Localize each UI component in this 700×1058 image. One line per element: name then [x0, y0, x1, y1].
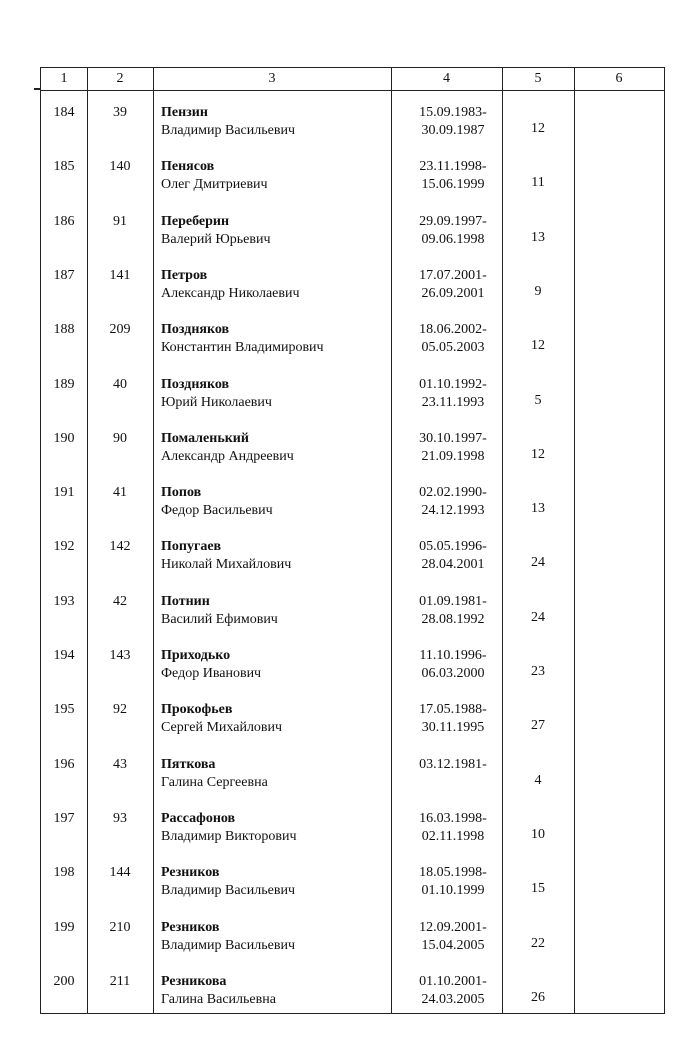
header-col-4: 4: [443, 71, 450, 86]
person-name: [161, 213, 391, 249]
given-names: Александр Николаевич: [161, 286, 300, 301]
row-number: 211: [109, 974, 131, 989]
surname: Попугаев: [161, 539, 222, 554]
row-number: 209: [109, 322, 131, 337]
service-period: [394, 376, 512, 412]
surname: Потнин: [161, 594, 210, 609]
date-from: 23.11.1998-: [419, 159, 487, 174]
date-to: 21.09.1998: [421, 449, 485, 464]
person-name: [161, 321, 391, 357]
years-value: 10: [531, 827, 545, 842]
years-value: 4: [534, 773, 542, 788]
date-from: 01.10.2001-: [419, 974, 487, 989]
date-to: 06.03.2000: [421, 666, 485, 681]
person-name: [161, 267, 391, 303]
date-to: 26.09.2001: [421, 286, 485, 301]
service-period: [394, 321, 512, 357]
service-period: [394, 484, 512, 520]
date-to: 30.09.1987: [421, 123, 485, 138]
date-to: 30.11.1995: [421, 720, 485, 735]
date-from: 16.03.1998-: [419, 811, 487, 826]
row-index: 197: [53, 811, 75, 826]
given-names: Александр Андреевич: [161, 449, 294, 464]
person-name: [161, 104, 391, 140]
row-number: 91: [113, 214, 127, 229]
years-value: 12: [531, 447, 545, 462]
date-from: 17.07.2001-: [419, 268, 487, 283]
date-from: 18.05.1998-: [419, 865, 487, 880]
person-name: [161, 430, 391, 466]
person-name: [161, 484, 391, 520]
date-to: 15.06.1999: [421, 177, 485, 192]
surname: Резников: [161, 920, 220, 935]
date-from: 17.05.1988-: [419, 702, 487, 717]
date-to: 28.04.2001: [421, 557, 485, 572]
surname: Резников: [161, 865, 220, 880]
service-period: [394, 538, 512, 574]
years-value: 13: [531, 501, 545, 516]
given-names: Сергей Михайлович: [161, 720, 283, 735]
years-value: 27: [531, 718, 545, 733]
col-divider: [153, 68, 154, 1013]
date-to: 24.03.2005: [421, 992, 485, 1007]
years-value: 12: [531, 121, 545, 136]
row-number: 39: [113, 105, 127, 120]
service-period: [394, 104, 512, 140]
date-to: 15.04.2005: [421, 938, 485, 953]
years-value: 5: [534, 393, 542, 408]
date-to: 28.08.1992: [421, 612, 485, 627]
given-names: Николай Михайлович: [161, 557, 292, 572]
row-index: 190: [53, 431, 75, 446]
person-name: [161, 538, 391, 574]
person-name: [161, 756, 391, 792]
given-names: Галина Васильевна: [161, 992, 276, 1007]
given-names: Владимир Викторович: [161, 829, 297, 844]
row-index: 185: [53, 159, 75, 174]
surname: Поздняков: [161, 322, 230, 337]
surname: Рассафонов: [161, 811, 236, 826]
surname: Попов: [161, 485, 202, 500]
person-name: [161, 376, 391, 412]
row-number: 90: [113, 431, 127, 446]
row-index: 186: [53, 214, 75, 229]
header-col-3: 3: [268, 71, 276, 86]
col-divider: [574, 68, 575, 1013]
surname: Переберин: [161, 214, 230, 229]
person-name: [161, 701, 391, 737]
given-names: Галина Сергеевна: [161, 775, 268, 790]
person-name: [161, 864, 391, 900]
years-value: 24: [531, 610, 545, 625]
date-from: 01.10.1992-: [419, 377, 487, 392]
row-number: 144: [109, 865, 131, 880]
service-period: [394, 756, 512, 774]
given-names: Василий Ефимович: [161, 612, 278, 627]
row-index: 193: [53, 594, 75, 609]
surname: Поздняков: [161, 377, 230, 392]
given-names: Федор Васильевич: [161, 503, 273, 518]
given-names: Владимир Васильевич: [161, 938, 295, 953]
date-from: 02.02.1990-: [419, 485, 487, 500]
surname: Петров: [161, 268, 208, 283]
service-period: [394, 919, 512, 955]
date-from: 18.06.2002-: [419, 322, 487, 337]
surname: Приходько: [161, 648, 231, 663]
header-divider: [41, 90, 664, 91]
years-value: 24: [531, 555, 545, 570]
years-value: 22: [531, 936, 545, 951]
date-from: 30.10.1997-: [419, 431, 487, 446]
row-index: 188: [53, 322, 75, 337]
header-col-1: 1: [60, 71, 68, 86]
surname: Прокофьев: [161, 702, 233, 717]
row-index: 198: [53, 865, 75, 880]
surname: Помаленький: [161, 431, 249, 446]
row-number: 92: [113, 702, 127, 717]
years-value: 9: [534, 284, 542, 299]
date-from: 29.09.1997-: [419, 214, 487, 229]
date-to: 02.11.1998: [421, 829, 485, 844]
date-from: 15.09.1983-: [419, 105, 487, 120]
years-value: 13: [531, 230, 545, 245]
given-names: Валерий Юрьевич: [161, 232, 271, 247]
service-period: [394, 973, 512, 1009]
row-index: 195: [53, 702, 75, 717]
given-names: Константин Владимирович: [161, 340, 324, 355]
service-period: [394, 810, 512, 846]
date-to: 23.11.1993: [421, 395, 485, 410]
date-to: 05.05.2003: [421, 340, 485, 355]
surname: Резникова: [161, 974, 227, 989]
service-period: [394, 593, 512, 629]
given-names: Олег Дмитриевич: [161, 177, 268, 192]
person-name: [161, 973, 391, 1009]
person-name: [161, 647, 391, 683]
person-name: [161, 593, 391, 629]
row-number: 142: [109, 539, 131, 554]
row-number: 210: [109, 920, 131, 935]
surname: Пяткова: [161, 757, 216, 772]
date-to: 24.12.1993: [421, 503, 485, 518]
surname: Пензин: [161, 105, 208, 120]
row-index: 196: [53, 757, 75, 772]
row-index: 187: [53, 268, 75, 283]
personnel-table: [40, 67, 665, 1014]
given-names: Владимир Васильевич: [161, 883, 295, 898]
row-number: 43: [113, 757, 127, 772]
service-period: [394, 158, 512, 194]
date-from: 12.09.2001-: [419, 920, 487, 935]
given-names: Федор Иванович: [161, 666, 262, 681]
given-names: Юрий Николаевич: [161, 395, 272, 410]
row-number: 93: [113, 811, 127, 826]
header-col-2: 2: [116, 71, 124, 86]
years-value: 15: [531, 881, 545, 896]
row-number: 140: [109, 159, 131, 174]
header-col-5: 5: [534, 71, 542, 86]
row-index: 199: [53, 920, 75, 935]
date-from: 01.09.1981-: [419, 594, 487, 609]
person-name: [161, 158, 391, 194]
row-number: 41: [113, 485, 127, 500]
date-from: 03.12.1981-: [419, 757, 487, 772]
service-period: [394, 864, 512, 900]
years-value: 26: [531, 990, 545, 1005]
row-number: 42: [113, 594, 127, 609]
row-index: 191: [53, 485, 75, 500]
col-divider: [391, 68, 392, 1013]
person-name: [161, 810, 391, 846]
row-index: 200: [53, 974, 75, 989]
row-number: 40: [113, 377, 127, 392]
service-period: [394, 647, 512, 683]
years-value: 12: [531, 338, 545, 353]
given-names: Владимир Васильевич: [161, 123, 295, 138]
service-period: [394, 430, 512, 466]
service-period: [394, 701, 512, 737]
row-number: 143: [109, 648, 131, 663]
service-period: [394, 213, 512, 249]
years-value: 11: [531, 175, 545, 190]
years-value: 23: [531, 664, 545, 679]
date-from: 11.10.1996-: [419, 648, 487, 663]
person-name: [161, 919, 391, 955]
row-index: 184: [53, 105, 75, 120]
header-col-6: 6: [615, 71, 623, 86]
row-number: 141: [109, 268, 131, 283]
date-to: 09.06.1998: [421, 232, 485, 247]
date-to: 01.10.1999: [421, 883, 485, 898]
row-index: 194: [53, 648, 75, 663]
row-index: 192: [53, 539, 75, 554]
row-index: 189: [53, 377, 75, 392]
surname: Пенясов: [161, 159, 215, 174]
date-from: 05.05.1996-: [419, 539, 487, 554]
service-period: [394, 267, 512, 303]
